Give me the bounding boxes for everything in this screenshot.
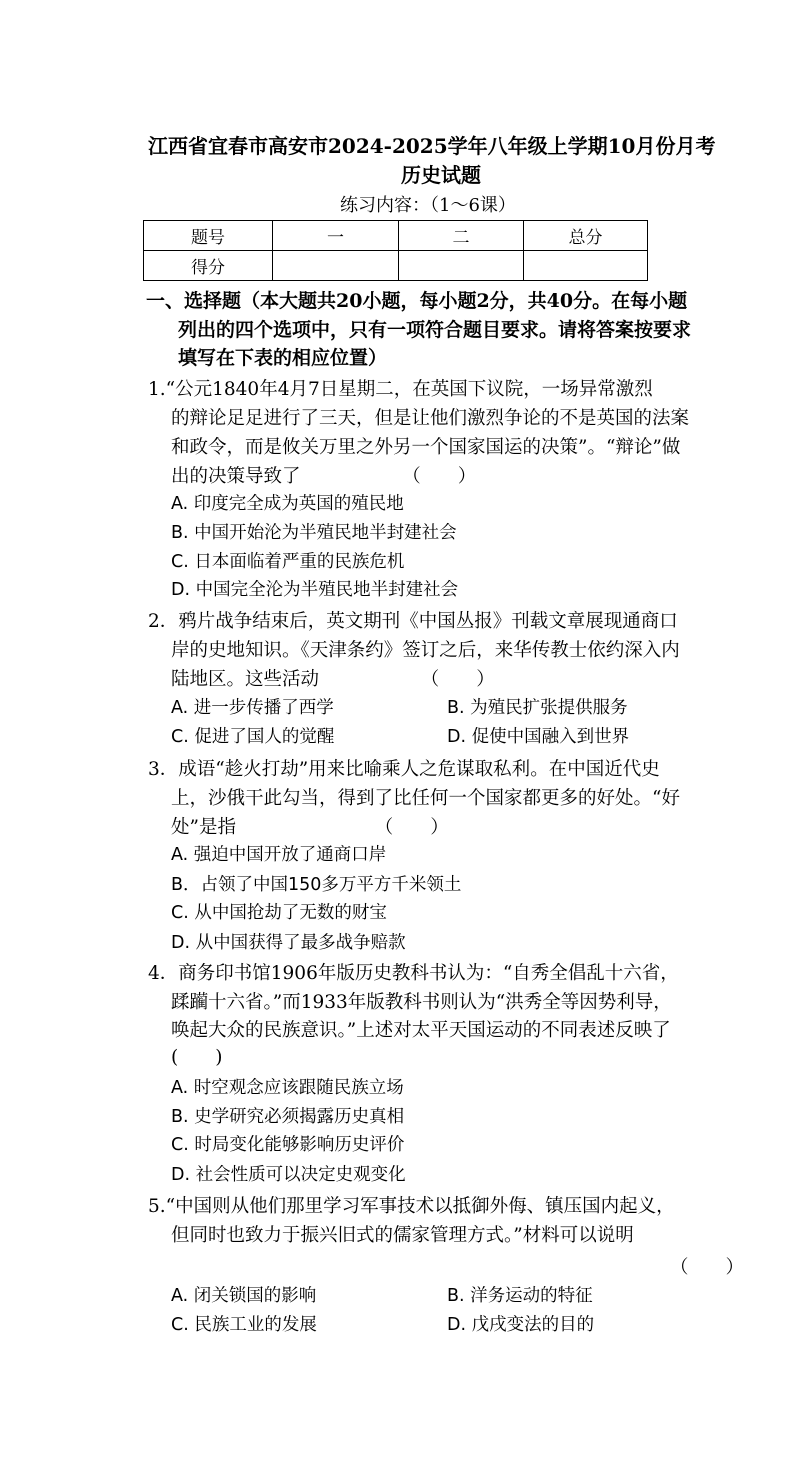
option-a: A. 印度完全成为英国的殖民地 — [171, 494, 404, 514]
option-b: B．占领了中国150多万平方千米领土 — [171, 875, 462, 895]
option-b: B. 为殖民扩张提供服务 — [447, 698, 628, 718]
option-c: C. 日本面临着严重的民族危机 — [171, 552, 405, 572]
question-stem-line: 岸的史地知识。《天津条约》签订之后，来华传教士依约深入内 — [171, 640, 680, 661]
section-heading-line: 一、选择题（本大题共20小题，每小题2分，共40分。在每小题 — [146, 290, 688, 312]
question-stem-line: 5.“中国则从他们那里学习军事技术以抵御外侮、镇压国内起义， — [148, 1196, 675, 1217]
table-header-cell: 二 — [399, 221, 524, 251]
option-a: A. 闭关锁国的影响 — [171, 1286, 317, 1306]
question-stem-line: 蹂躏十六省。”而1933年版教科书则认为“洪秀全等因势利导， — [171, 992, 672, 1013]
option-b: B. 洋务运动的特征 — [447, 1286, 593, 1306]
score-table-header-row — [144, 221, 648, 251]
score-table — [143, 220, 648, 281]
option-c: C. 从中国抢劫了无数的财宝 — [171, 903, 387, 923]
question-stem-line: 处”是指 （ ） — [171, 817, 449, 838]
question-stem-line: ( ) — [171, 1047, 223, 1068]
question-stem-line: 2．鸦片战争结束后，英文期刊《中国丛报》刊载文章展现通商口 — [148, 611, 678, 632]
option-d: D. 中国完全沦为半殖民地半封建社会 — [171, 580, 459, 600]
question-answer-brackets: （ ） — [670, 1257, 745, 1278]
question-stem-line: 的辩论足足进行了三天，但是让他们激烈争论的不是英国的法案 — [171, 408, 690, 429]
option-a: A. 强迫中国开放了通商口岸 — [171, 845, 387, 865]
option-d: D. 从中国获得了最多战争赔款 — [171, 933, 406, 953]
practice-scope: 练习内容：（1～6课） — [340, 195, 516, 216]
option-b: B. 中国开始沦为半殖民地半封建社会 — [171, 523, 457, 543]
score-row-label: 得分 — [144, 251, 273, 281]
option-d: D. 戊戌变法的目的 — [447, 1315, 595, 1335]
section-heading-line: 填写在下表的相应位置） — [178, 347, 388, 369]
section-heading-line: 列出的四个选项中，只有一项符合题目要求。请将答案按要求 — [178, 319, 692, 341]
option-d: D. 社会性质可以决定史观变化 — [171, 1165, 406, 1185]
page-title: 江西省宜春市高安市2024-2025学年八年级上学期10月份月考 — [148, 134, 716, 158]
question-stem-line: 陆地区。这些活动 （ ） — [171, 669, 495, 690]
option-c: C. 促进了国人的觉醒 — [171, 727, 335, 747]
option-a: A. 进一步传播了西学 — [171, 698, 334, 718]
question-stem-line: 唤起大众的民族意识。”上述对太平天国运动的不同表述反映了 — [171, 1020, 671, 1041]
table-header-cell: 一 — [273, 221, 399, 251]
option-c: C. 时局变化能够影响历史评价 — [171, 1135, 405, 1155]
score-cell — [524, 251, 648, 281]
question-stem-line: 和政令，而是攸关万里之外另一个国家国运的决策”。“辩论”做 — [171, 437, 681, 458]
question-stem-line: 3．成语“趁火打劫”用来比喻乘人之危谋取私利。在中国近代史 — [148, 759, 660, 780]
option-a: A. 时空观念应该跟随民族立场 — [171, 1078, 404, 1098]
question-stem-line: 出的决策导致了 （ ） — [171, 466, 477, 487]
score-cell — [273, 251, 399, 281]
page-subtitle: 历史试题 — [401, 163, 481, 187]
question-stem-line: 4．商务印书馆1906年版历史教科书认为：“自秀全倡乱十六省， — [148, 963, 679, 984]
table-header-cell: 题号 — [144, 221, 273, 251]
option-d: D. 促使中国融入到世界 — [447, 727, 630, 747]
question-stem-line: 上，沙俄干此勾当，得到了比任何一个国家都更多的好处。“好 — [171, 788, 680, 809]
option-b: B. 史学研究必须揭露历史真相 — [171, 1107, 405, 1127]
question-stem-line: 1.“公元1840年4月7日星期二，在英国下议院，一场异常激烈 — [148, 379, 653, 400]
table-header-cell: 总分 — [524, 221, 648, 251]
score-cell — [399, 251, 524, 281]
option-c: C. 民族工业的发展 — [171, 1315, 317, 1335]
question-stem-line: 但同时也致力于振兴旧式的儒家管理方式。”材料可以说明 — [171, 1225, 634, 1246]
score-table-score-row — [144, 251, 648, 281]
